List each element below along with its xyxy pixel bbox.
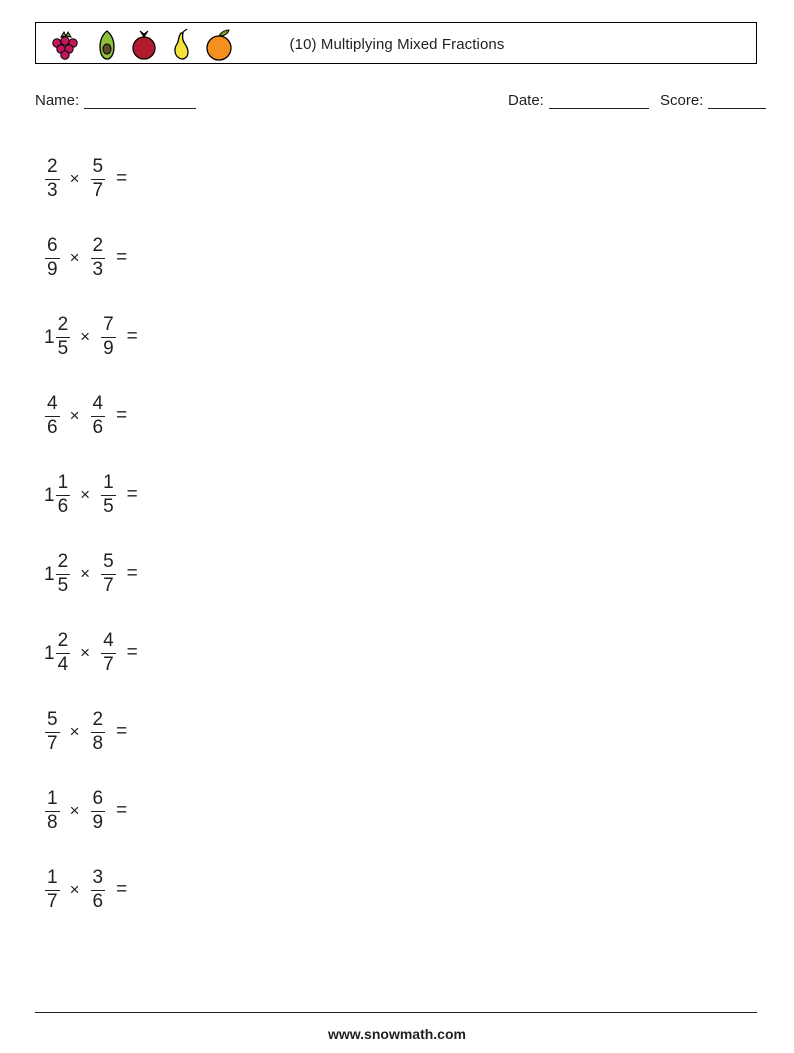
numerator-2: 2 [92, 235, 104, 257]
numerator-1: 6 [47, 235, 58, 257]
name-input-blank[interactable] [84, 95, 196, 109]
denominator-2: 7 [92, 180, 104, 202]
denominator-2: 9 [92, 812, 104, 834]
operator-icon: × [69, 801, 80, 821]
problem-row [44, 140, 744, 219]
orange-icon [200, 27, 240, 63]
worksheet-header [35, 22, 757, 64]
denominator-2: 9 [103, 338, 114, 360]
equals-sign: = [116, 247, 128, 269]
numerator-1: 2 [57, 630, 69, 652]
fraction-1 [56, 315, 71, 359]
problem-expression [44, 789, 127, 833]
denominator-2: 3 [92, 259, 104, 281]
fraction-2 [91, 157, 106, 201]
denominator-1: 8 [47, 812, 58, 834]
problem-expression [44, 394, 127, 438]
student-info-row [35, 92, 770, 116]
score-input-blank[interactable] [708, 95, 766, 109]
fraction-1 [56, 552, 71, 596]
fraction-1 [56, 473, 71, 517]
operator-icon: × [69, 880, 80, 900]
problem-expression [44, 868, 127, 912]
footer-url: www.snowmath.com [328, 1026, 466, 1042]
operator-icon: × [69, 248, 80, 268]
denominator-2: 5 [103, 496, 114, 518]
score-label: Score: [660, 92, 704, 109]
equals-sign: = [116, 800, 128, 822]
numerator-1: 4 [47, 393, 58, 415]
fraction-1 [45, 789, 60, 833]
pomegranate-icon [126, 27, 162, 63]
fraction-2 [91, 868, 106, 912]
problem-row [44, 614, 744, 693]
operator-icon: × [69, 406, 80, 426]
operator-icon: × [80, 564, 91, 584]
numerator-1: 1 [47, 788, 58, 810]
equals-sign: = [126, 563, 138, 585]
operator-icon: × [80, 327, 91, 347]
denominator-1: 6 [57, 496, 69, 518]
mixed-whole-1: 1 [44, 642, 55, 664]
name-label: Name: [35, 92, 80, 109]
denominator-1: 7 [47, 733, 58, 755]
operator-icon: × [80, 485, 91, 505]
operator-icon: × [80, 643, 91, 663]
problem-expression [44, 157, 127, 201]
fraction-2 [91, 710, 106, 754]
operator-icon: × [69, 722, 80, 742]
denominator-2: 7 [103, 575, 114, 597]
problem-row [44, 456, 744, 535]
fraction-1 [45, 868, 60, 912]
mixed-whole-1: 1 [44, 563, 55, 585]
fraction-2 [101, 315, 116, 359]
numerator-2: 5 [92, 156, 104, 178]
numerator-2: 1 [103, 472, 114, 494]
numerator-2: 5 [103, 551, 114, 573]
mixed-whole-1: 1 [44, 484, 55, 506]
date-label: Date: [508, 92, 544, 109]
fraction-1 [45, 157, 60, 201]
denominator-1: 3 [47, 180, 58, 202]
fraction-1 [45, 710, 60, 754]
date-input-blank[interactable] [549, 95, 649, 109]
problem-expression [44, 473, 138, 517]
problem-expression [44, 552, 138, 596]
name-field-group [35, 92, 196, 109]
fraction-1 [45, 394, 60, 438]
denominator-2: 6 [92, 417, 104, 439]
numerator-1: 1 [47, 867, 58, 889]
score-field-group [660, 92, 766, 109]
numerator-2: 7 [103, 314, 114, 336]
numerator-1: 1 [57, 472, 69, 494]
denominator-2: 6 [92, 891, 104, 913]
fruit-icon-strip [44, 26, 284, 64]
mixed-whole-1: 1 [44, 326, 55, 348]
equals-sign: = [116, 879, 128, 901]
fraction-1 [45, 236, 60, 280]
denominator-2: 7 [103, 654, 114, 676]
problem-row [44, 772, 744, 851]
equals-sign: = [116, 721, 128, 743]
avocado-icon [90, 27, 124, 63]
numerator-1: 2 [47, 156, 58, 178]
equals-sign: = [116, 168, 128, 190]
footer-divider [35, 1012, 757, 1013]
pear-icon [164, 27, 198, 63]
equals-sign: = [126, 326, 138, 348]
equals-sign: = [116, 405, 128, 427]
numerator-2: 4 [92, 393, 104, 415]
fraction-2 [91, 236, 106, 280]
denominator-1: 5 [57, 338, 69, 360]
fraction-2 [91, 789, 106, 833]
equals-sign: = [126, 484, 138, 506]
operator-icon: × [69, 169, 80, 189]
fraction-2 [101, 473, 116, 517]
problem-expression [44, 710, 127, 754]
numerator-1: 2 [57, 314, 69, 336]
numerator-2: 3 [92, 867, 104, 889]
numerator-2: 6 [92, 788, 104, 810]
problem-expression [44, 315, 138, 359]
problem-row [44, 535, 744, 614]
numerator-1: 5 [47, 709, 58, 731]
denominator-2: 8 [92, 733, 104, 755]
raspberry-icon [44, 27, 88, 63]
numerator-1: 2 [57, 551, 69, 573]
equals-sign: = [126, 642, 138, 664]
problem-expression [44, 236, 127, 280]
problem-expression [44, 631, 138, 675]
fraction-2 [101, 631, 116, 675]
fraction-2 [91, 394, 106, 438]
denominator-1: 7 [47, 891, 58, 913]
fraction-1 [56, 631, 71, 675]
problem-row [44, 298, 744, 377]
problem-list [44, 140, 744, 930]
problem-row [44, 693, 744, 772]
denominator-1: 5 [57, 575, 69, 597]
numerator-2: 4 [103, 630, 114, 652]
problem-row [44, 851, 744, 930]
fraction-2 [101, 552, 116, 596]
denominator-1: 6 [47, 417, 58, 439]
problem-row [44, 219, 744, 298]
numerator-2: 2 [92, 709, 104, 731]
denominator-1: 9 [47, 259, 58, 281]
denominator-1: 4 [57, 654, 69, 676]
problem-row [44, 377, 744, 456]
page-title: (10) Multiplying Mixed Fractions [289, 35, 505, 53]
date-field-group [508, 92, 649, 109]
